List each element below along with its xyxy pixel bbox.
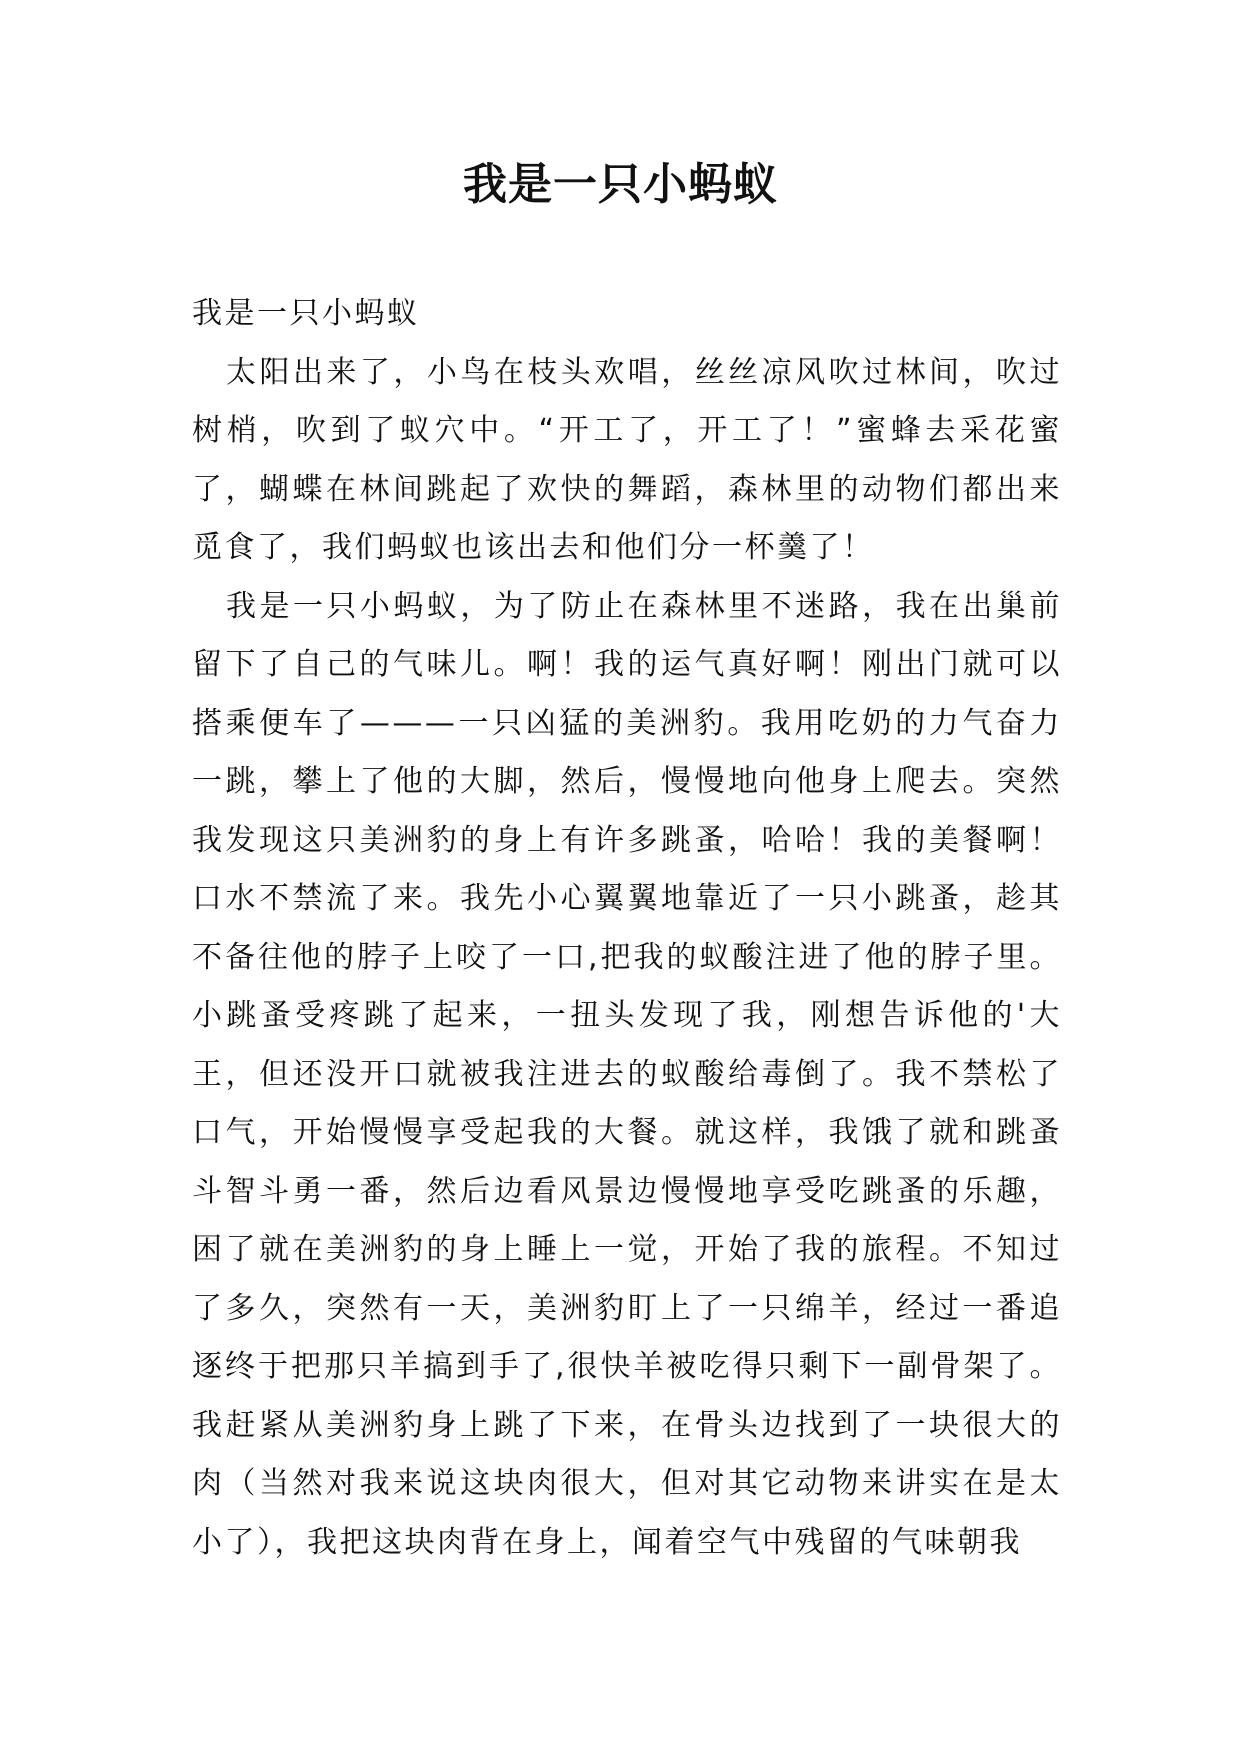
document-body (192, 285, 1062, 1572)
document-title: 我是一只小蚂蚁 (463, 159, 778, 210)
body-heading: 我是一只小蚂蚁 (192, 296, 420, 331)
paragraph-2: 我是一只小蚂蚁，为了防止在森林里不迷路，我在出巢前留下了自己的气味儿。啊！我的运气真好啊！刚出门就可以搭乘便车了———一只凶猛的美洲豹。我用吃奶的力气奋力一跳，攀上了他的大脚，然后，慢慢地向他身上爬去。突然我发现这只美洲豹的身上有许多跳蚤，哈哈！我的美餐啊！口水不禁流了来。我先小心翼翼地靠近了一只小跳蚤，趁其不备往他的脖子上咬了一口,把我的蚁酸注进了他的脖子里。小跳蚤受疼跳了起来，一扭头发现了我，刚想告诉他的'大王，但还没开口就被我注进去的蚁酸给毒倒了。我不禁松了口气，开始慢慢享受起我的大餐。就这样，我饿了就和跳蚤斗智斗勇一番，然后边看风景边慢慢地享受吃跳蚤的乐趣，困了就在美洲豹的身上睡上一觉，开始了我的旅程。不知过了多久，突然有一天，美洲豹盯上了一只绵羊，经过一番追逐终于把那只羊搞到手了,很快羊被吃得只剩下一副骨架了。我赶紧从美洲豹身上跳了下来，在骨头边找到了一块很大的肉（当然对我来说这块肉很大，但对其它动物来讲实在是太小了），我把这块肉背在身上，闻着空气中残留的气味朝我 (192, 588, 1062, 1560)
paragraph-1: 太阳出来了，小鸟在枝头欢唱，丝丝凉风吹过林间，吹过树梢，吹到了蚁穴中。“开工了，开工了！”蜜蜂去采花蜜了，蝴蝶在林间跳起了欢快的舞蹈，森林里的动物们都出来觅食了，我们蚂蚁也该出去和他们分一杯羹了！ (192, 354, 1062, 565)
